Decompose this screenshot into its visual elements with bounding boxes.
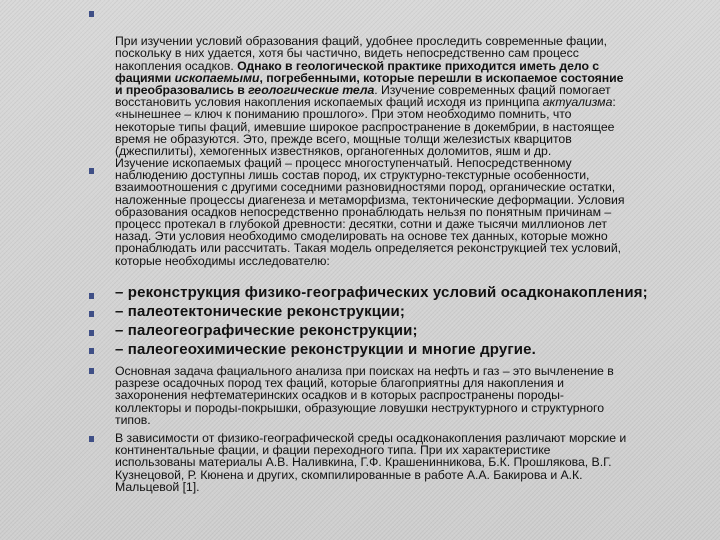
list-item-text: – палеогеохимические реконструкции и многие другие.	[115, 341, 536, 358]
bullet-icon	[89, 330, 94, 336]
bullet-icon	[89, 293, 94, 299]
paragraph-text: При изучении условий образования фаций, удобнее проследить современные фации, поскольку в них удается, хотя бы частично, видеть непосредственно сам процесс накопления осадков. Однако в геологической практике приходится иметь дело с фациями ископаемыми, погребенными, которые перешли в ископаемое состояние и преобразовались в геологические тела. Изучение современных фаций помогает восстановить условия накопления ископаемых фаций исходя из принципа актуализма: «нынешнее – ключ к пониманию прошлого». При этом необходимо помнить, что некоторые типы фаций, имевшие широкое распространение в докембрии, в настоящее время не образуются. Это, прежде всего, мощные толщи железистых кварцитов (джеспилиты), хемогенных известняков, органогенных доломитов, яшм и др.	[115, 34, 624, 159]
paragraph-text: Основная задача фациального анализа при поисках на нефть и газ – это вычленение в разрезе осадочных пород тех фаций, которые благоприятны для накопления и захоронения нефтематеринских осадков и в которых распространены породы- коллекторы и породы-покрышки, образующие ловушки неструктурного и структурного типов.	[115, 364, 614, 427]
list-item-text: – реконструкция физико-географических условий осадконакопления;	[115, 284, 648, 301]
paragraph-text: Изучение ископаемых фаций – процесс многоступенчатый. Непосредственному наблюдению доступны лишь состав пород, их структурно-текстурные особенности, взаимоотношения с другими соседними разновидностями пород, органические остатки, наложенные процессы диагенеза и метаморфизма, тектонические деформации. Условия образования осадков непосредственно пронаблюдать нельзя по понятным причинам – процесс протекал в глубокой древности: десятки, сотни и даже тысячи миллионов лет назад. Эти условия необходимо смоделировать на основе тех данных, которые можно пронаблюдать или рассчитать. Такая модель определяется реконструкцией тех условий, которые необходимы исследователю:	[115, 156, 625, 268]
bullet-icon	[89, 436, 94, 442]
list-item-text: – палеогеографические реконструкции;	[115, 322, 418, 339]
bullet-icon	[89, 348, 94, 354]
bullet-icon	[89, 168, 94, 174]
bullet-icon	[89, 11, 94, 17]
bullet-icon	[89, 368, 94, 374]
list-item-text: – палеотектонические реконструкции;	[115, 303, 406, 320]
paragraph-text: В зависимости от физико-географической среды осадконакопления различают морские и континентальные фации, и фации переходного типа. При их характеристике использованы материалы А.В. Наливкина, Г.Ф. Крашенинникова, Б.К. Прошлякова, В.Г. Кузнецовой, Р. Кюнена и других, скомпилированные в работе А.А. Бакирова и А.К. Мальцевой [1].	[115, 431, 627, 494]
bullet-icon	[89, 311, 94, 317]
